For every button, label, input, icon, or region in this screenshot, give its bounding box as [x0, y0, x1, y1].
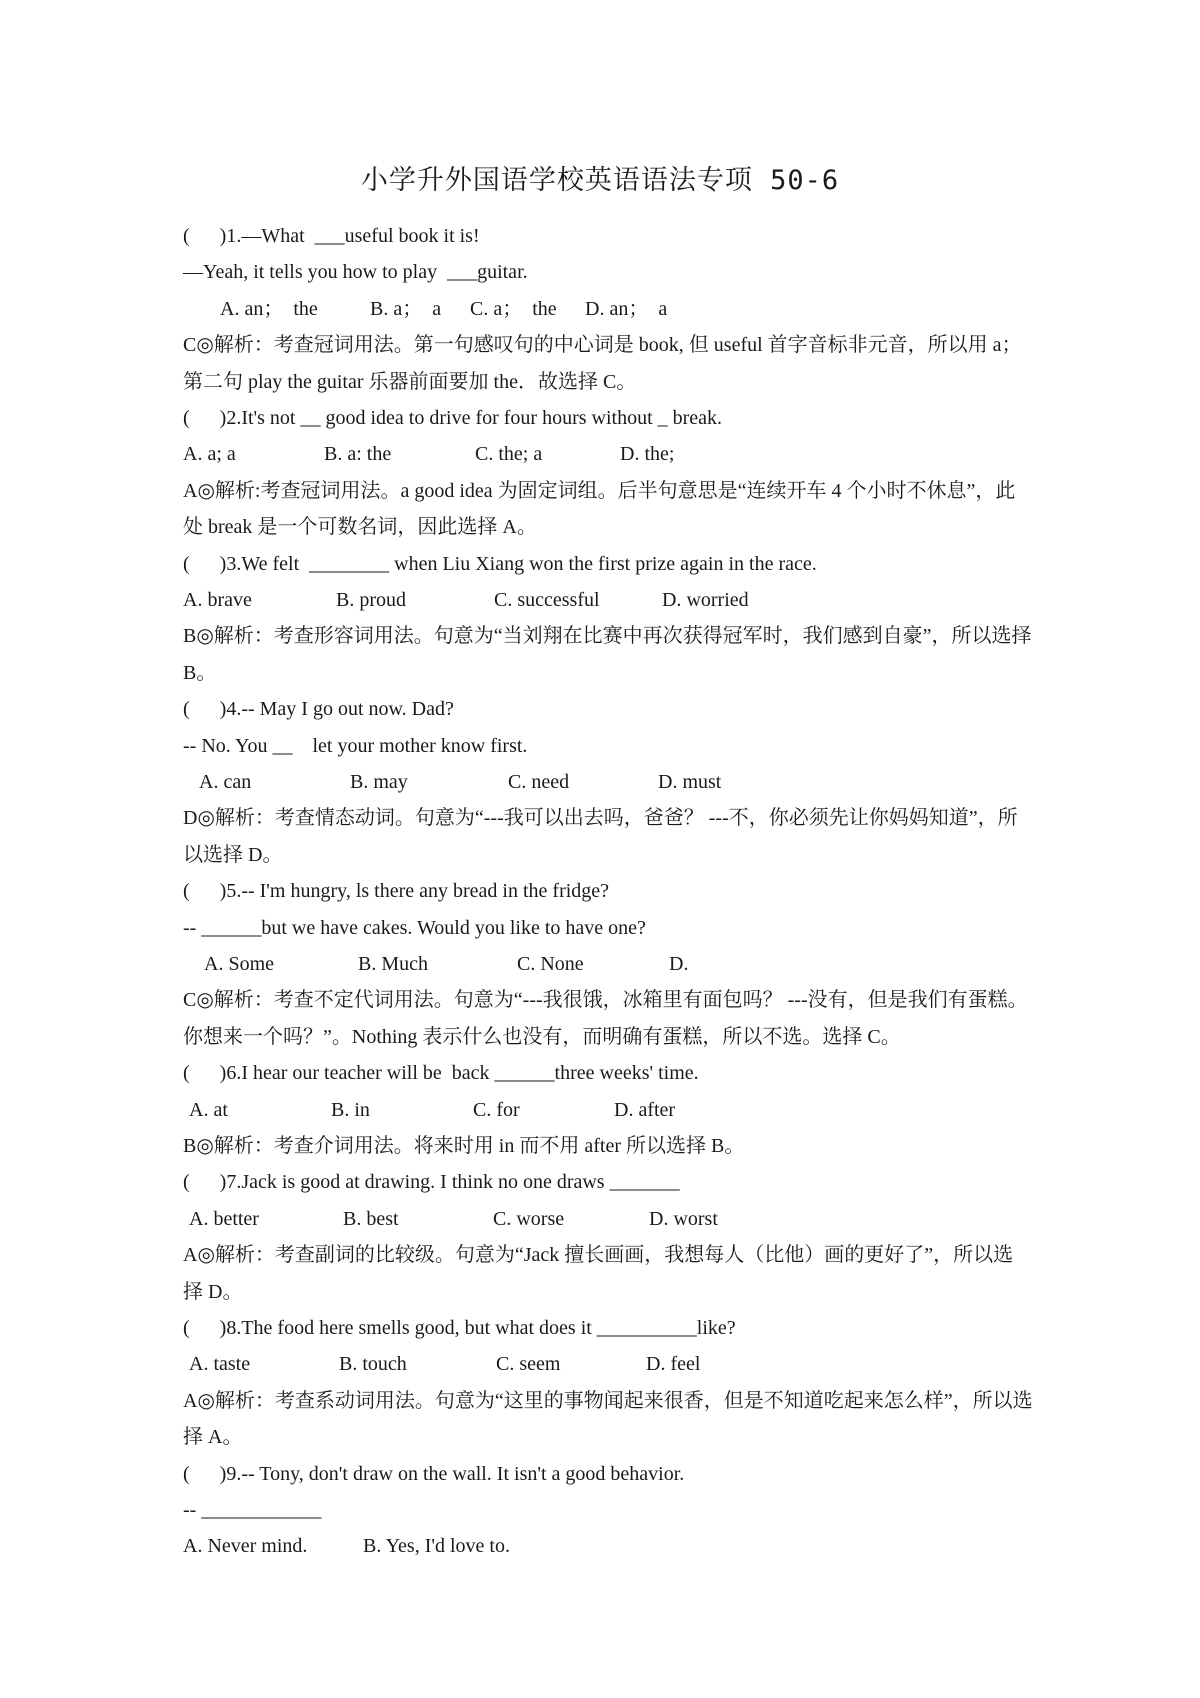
question-1-stem: ( )1.—What ___useful book it is!: [183, 225, 480, 247]
option-b: B. Yes, I'd love to.: [363, 1535, 510, 1558]
option-d: D. after: [614, 1098, 676, 1121]
question-6-explanation: B◎解析：考查介词用法。将来时用 in 而不用 after 所以选择 B。: [183, 1134, 745, 1157]
option-b: B. best: [343, 1207, 399, 1230]
option-b: B. a: the: [324, 443, 392, 466]
option-d: D. worst: [649, 1207, 718, 1230]
question-8-options: [183, 1346, 1033, 1382]
question-9-stem: ( )9.-- Tony, don't draw on the wall. It isn't a good behavior.: [183, 1462, 685, 1485]
option-a: A. better: [189, 1207, 259, 1230]
option-c: C. None: [517, 952, 584, 975]
option-d: D. must: [658, 770, 722, 793]
option-b: B. Much: [358, 952, 428, 975]
question-3-options: [183, 582, 1033, 618]
question-7-explanation: A◎解析：考查副词的比较级。句意为“Jack 擅长画画，我想每人（比他）画的更好了”，所以选择 D。: [183, 1244, 1014, 1303]
question-6-stem: ( )6.I hear our teacher will be back ______three weeks' time.: [183, 1062, 699, 1085]
option-c: C. a； the: [470, 297, 557, 320]
option-a: A. brave: [183, 588, 252, 611]
option-d: D. the;: [620, 443, 675, 466]
question-4-stem-2: -- No. You __ let your mother know first.: [183, 734, 528, 757]
question-1-explanation: C◎解析：考查冠词用法。第一句感叹句的中心词是 book, 但 useful 首字音标非元音，所以用 a；第二句 play the guitar 乐器前面要加 the．故选择 C。: [183, 334, 1022, 393]
question-4-stem: ( )4.-- May I go out now. Dad?: [183, 698, 454, 721]
option-c: C. for: [473, 1098, 520, 1121]
question-8-stem: ( )8.The food here smells good, but what does it __________like?: [183, 1316, 736, 1339]
question-2-explanation: A◎解析:考查冠词用法。a good idea 为固定词组。后半句意思是“连续开车 4 个小时不休息”，此处 break 是一个可数名词，因此选择 A。: [183, 479, 1016, 539]
document-title: 小学升外国语学校英语语法专项 50-6: [360, 165, 840, 196]
question-3-stem: ( )3.We felt ________ when Liu Xiang won the first prize again in the race.: [183, 552, 817, 575]
option-b: B. touch: [339, 1353, 407, 1376]
option-b: B. in: [331, 1098, 370, 1121]
option-a: A. taste: [189, 1353, 251, 1376]
option-a: A. a; a: [183, 443, 236, 466]
option-c: C. need: [508, 770, 570, 793]
option-a: A. an； the: [220, 297, 318, 320]
option-b: B. proud: [336, 588, 406, 611]
question-5-explanation: C◎解析：考查不定代词用法。句意为“---我很饿，冰箱里有面包吗？ ---没有，但是我们有蛋糕。你想来一个吗？”。Nothing 表示什么也没有，而明确有蛋糕，所以不选。选择 C。: [183, 989, 1028, 1048]
question-list: [183, 218, 1033, 1565]
option-d: D. an； a: [585, 297, 668, 320]
option-b: B. a； a: [370, 297, 442, 320]
option-a: A. Some: [204, 952, 274, 975]
question-8-explanation: A◎解析：考查系动词用法。句意为“这里的事物闻起来很香，但是不知道吃起来怎么样”，所以选择 A。: [183, 1389, 1033, 1449]
question-1-options: [183, 291, 1033, 327]
option-b: B. may: [350, 770, 408, 793]
question-7-options: [183, 1201, 1033, 1237]
question-4-options: [183, 764, 1033, 800]
question-4-explanation: D◎解析：考查情态动词。句意为“---我可以出去吗，爸爸？ ---不，你必须先让你妈妈知道”，所以选择 D。: [183, 807, 1018, 866]
option-a: A. Never mind.: [183, 1535, 308, 1558]
question-2-stem: ( )2.It's not __ good idea to drive for four hours without _ break.: [183, 406, 723, 429]
option-c: C. worse: [493, 1207, 565, 1230]
question-5-stem-2: -- ______but we have cakes. Would you like to have one?: [183, 916, 646, 939]
option-c: C. successful: [494, 588, 600, 611]
option-d: D.: [669, 952, 689, 975]
question-9-stem-2: -- ____________: [183, 1498, 322, 1521]
question-2-options: [183, 436, 1033, 472]
question-1-stem-2: —Yeah, it tells you how to play ___guitar.: [183, 261, 528, 284]
option-c: C. the; a: [475, 443, 543, 466]
question-3-explanation: B◎解析：考查形容词用法。句意为“当刘翔在比赛中再次获得冠军时，我们感到自豪”，所以选择 B。: [183, 625, 1032, 684]
option-c: C. seem: [496, 1353, 561, 1376]
question-6-options: [183, 1092, 1033, 1128]
question-7-stem: ( )7.Jack is good at drawing. I think no one draws _______: [183, 1171, 680, 1194]
option-a: A. at: [189, 1098, 228, 1121]
option-d: D. worried: [662, 588, 749, 611]
option-d: D. feel: [646, 1353, 701, 1376]
question-9-options: [183, 1528, 1033, 1564]
question-5-stem: ( )5.-- I'm hungry, ls there any bread in the fridge?: [183, 880, 610, 903]
question-5-options: [183, 946, 1033, 982]
option-a: A. can: [199, 770, 252, 793]
